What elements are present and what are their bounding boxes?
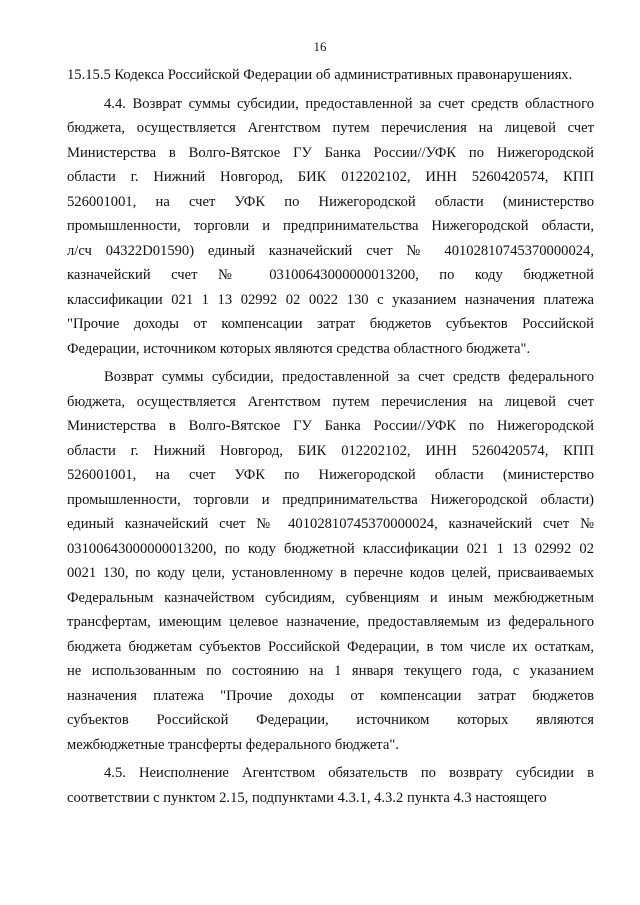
text-line: промышленности, торговли и предпринимательства Нижегородской области) bbox=[67, 491, 594, 508]
text-line: 526001001, на счет УФК по Нижегородской области (министерство bbox=[67, 193, 594, 210]
text-line: межбюджетные трансферты федерального бюджета". bbox=[67, 736, 399, 753]
text-line: промышленности, торговли и предпринимательства Нижегородской области, bbox=[67, 218, 594, 234]
text-line: бюджета, осуществляется Агентством путем перечисления на лицевой счет bbox=[67, 393, 594, 410]
text-line: бюджета, осуществляется Агентством путем перечисления на лицевой счет bbox=[67, 120, 594, 136]
text-line: соответствии с пунктом 2.15, подпунктами 4.3.1, 4.3.2 пункта 4.3 настоящего bbox=[67, 789, 547, 806]
text-line: Министерства в Волго-Вятское ГУ Банка России//УФК по Нижегородской bbox=[67, 418, 594, 434]
document-body bbox=[67, 63, 594, 810]
text-line: 03100643000000013200, по коду бюджетной классификации 021 1 13 02992 02 bbox=[67, 540, 594, 557]
text-line: назначения платежа "Прочие доходы от компенсации затрат бюджетов bbox=[67, 687, 594, 704]
text-line: "Прочие доходы от компенсации затрат бюджетов субъектов Российской bbox=[67, 316, 594, 332]
text-line: трансфертам, имеющим целевое назначение, предоставляемым из федерального bbox=[67, 614, 594, 630]
text-line: Министерства в Волго-Вятское ГУ Банка России//УФК по Нижегородской bbox=[67, 144, 594, 161]
text-line: области г. Нижний Новгород, БИК 012202102, ИНН 5260420574, КПП bbox=[67, 442, 594, 459]
text-line: Федеральным казначейством субсидиям, субвенциям и иным межбюджетным bbox=[67, 589, 594, 606]
text-line: 526001001, на счет УФК по Нижегородской области (министерство bbox=[67, 467, 594, 483]
paragraph-p1 bbox=[67, 92, 594, 362]
text-line: Возврат суммы субсидии, предоставленной за счет средств федерального bbox=[104, 369, 594, 385]
paragraph-p3 bbox=[67, 761, 594, 810]
text-line: л/сч 04322D01590) единый казначейский счет № 40102810745370000024, bbox=[67, 242, 594, 259]
text-line: казначейский счет № 03100643000000013200, по коду бюджетной bbox=[67, 267, 594, 283]
text-line: единый казначейский счет № 40102810745370000024, казначейский счет № bbox=[67, 516, 594, 532]
paragraph-p0 bbox=[67, 63, 594, 88]
text-line: классификации 021 1 13 02992 02 0022 130 с указанием назначения платежа bbox=[67, 291, 594, 308]
paragraph-p2 bbox=[67, 365, 594, 757]
text-line: не использованным по состоянию на 1 января текущего года, с указанием bbox=[67, 663, 594, 679]
text-line: области г. Нижний Новгород, БИК 012202102, ИНН 5260420574, КПП bbox=[67, 169, 594, 185]
text-line: Федерации, источником которых являются средства областного бюджета". bbox=[67, 340, 531, 357]
page-number: 16 bbox=[313, 39, 327, 54]
text-line: 0021 130, по коду цели, установленному в перечне кодов целей, присваиваемых bbox=[67, 565, 594, 581]
text-line: 4.4. Возврат суммы субсидии, предоставленной за счет средств областного bbox=[104, 95, 594, 112]
text-line: 4.5. Неисполнение Агентством обязательств по возврату субсидии в bbox=[104, 765, 594, 781]
text-line: 15.15.5 Кодекса Российской Федерации об административных правонарушениях. bbox=[67, 67, 573, 83]
text-line: бюджета бюджетам субъектов Российской Федерации, в том числе их остаткам, bbox=[67, 638, 594, 655]
text-line: субъектов Российской Федерации, источником которых являются bbox=[67, 712, 594, 728]
